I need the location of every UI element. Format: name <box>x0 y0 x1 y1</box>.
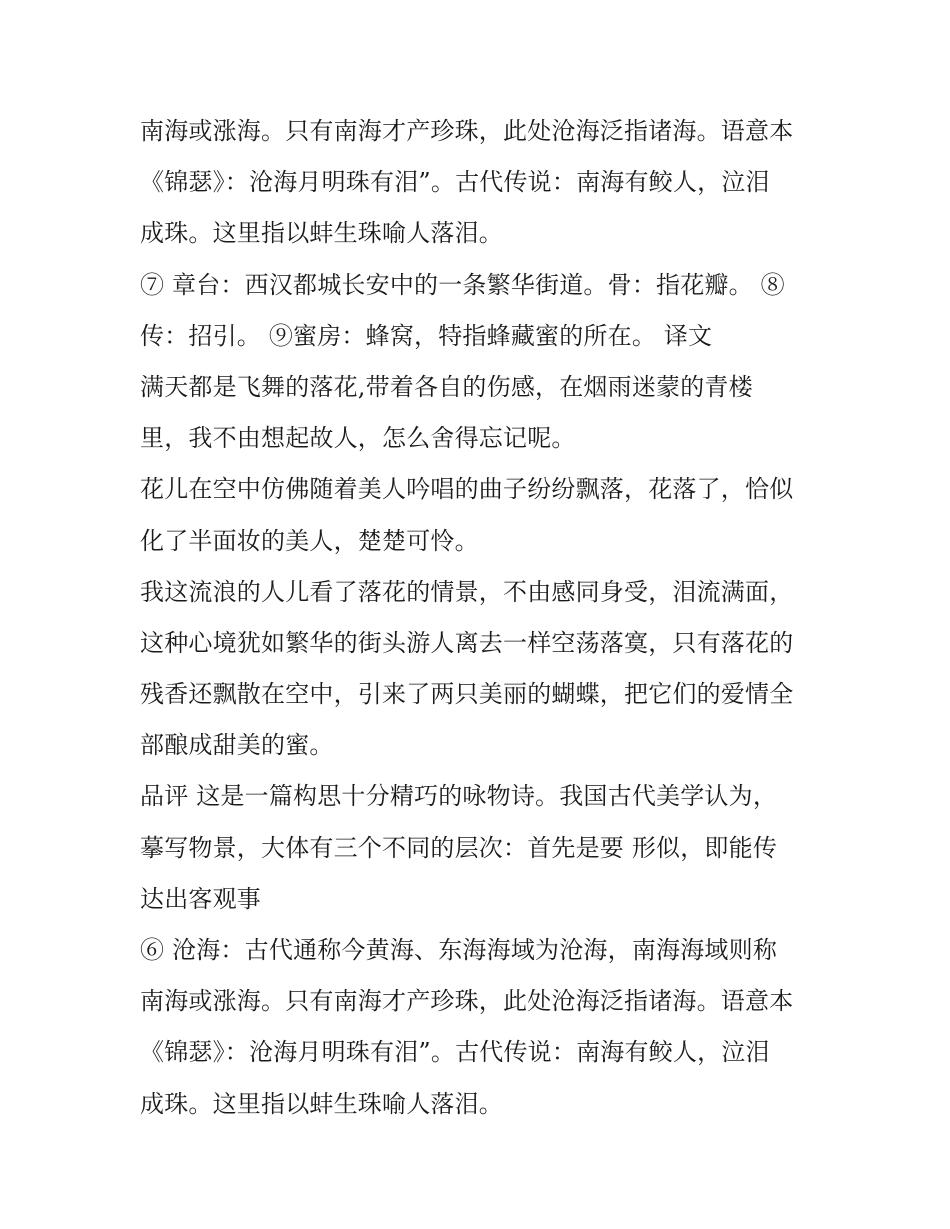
text-line: 成珠。这里指以蚌生珠喻人落泪。 <box>140 219 503 248</box>
text-line: 南海或涨海。只有南海才产珍珠，此处沧海泛指诸海。语意本 <box>140 117 794 145</box>
text-line: 传：招引。 ⑨蜜房：蜂窝，特指蜂藏蜜的所在。 译文 <box>140 321 713 350</box>
text-line: 《锦瑟》：沧海月明珠有泪”。古代传说：南海有鲛人，泣泪 <box>140 1038 770 1067</box>
text-line: 化了半面妆的美人，楚楚可怜。 <box>140 526 479 555</box>
text-line: 我这流浪的人儿看了落花的情景，不由感同身受，泪流满面， <box>140 577 794 606</box>
text-line: 部酿成甜美的蜜。 <box>140 731 334 760</box>
text-line: 里，我不由想起故人，怎么舍得忘记呢。 <box>140 424 576 453</box>
text-line: 《锦瑟》：沧海月明珠有泪”。古代传说：南海有鲛人，泣泪 <box>140 168 770 197</box>
text-line: 成珠。这里指以蚌生珠喻人落泪。 <box>140 1089 503 1118</box>
text-line: 花儿在空中仿佛随着美人吟唱的曲子纷纷飘落，花落了，恰似 <box>140 475 794 504</box>
text-line: 品评 这是一篇构思十分精巧的咏物诗。我国古代美学认为， <box>140 782 778 811</box>
text-line: 南海或涨海。只有南海才产珍珠，此处沧海泛指诸海。语意本 <box>140 987 794 1016</box>
text-line: 达出客观事 <box>140 884 261 913</box>
text-line: 这种心境犹如繁华的街头游人离去一样空荡落寞，只有落花的 <box>140 628 794 657</box>
text-line: 残香还飘散在空中，引来了两只美丽的蝴蝶，把它们的爱情全 <box>140 680 794 709</box>
text-line: 摹写物景，大体有三个不同的层次：首先是要 形似，即能传 <box>140 833 778 862</box>
document-body <box>140 106 830 1130</box>
text-line: ⑦ 章台：西汉都城长安中的一条繁华街道。骨：指花瓣。 ⑧ <box>140 270 785 299</box>
text-line: 满天都是飞舞的落花,带着各自的伤感，在烟雨迷蒙的青楼 <box>140 372 753 401</box>
text-line: ⑥ 沧海：古代通称今黄海、东海海域为沧海，南海海域则称 <box>140 936 778 964</box>
